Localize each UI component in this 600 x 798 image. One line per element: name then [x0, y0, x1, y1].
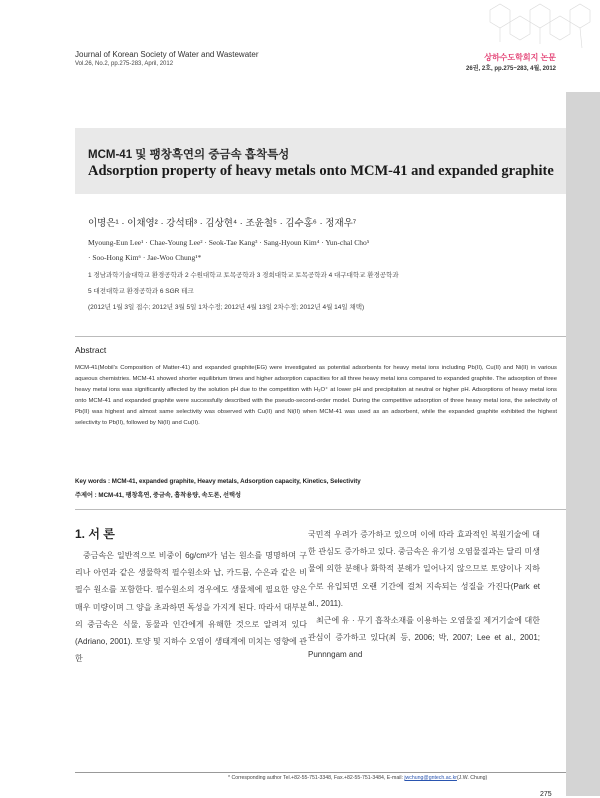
keywords-korean: 주제어 : MCM-41, 팽창흑연, 중금속, 흡착용량, 속도론, 선택성: [75, 492, 241, 499]
molecule-decoration: [470, 0, 600, 60]
divider: [75, 336, 566, 337]
side-tab-bar: [566, 92, 600, 796]
affiliations-line2: 5 대전대학교 환경공학과 6 SGR 테크: [88, 288, 194, 295]
journal-name: Journal of Korean Society of Water and Wastewater: [75, 50, 259, 59]
abstract-text: MCM-41(Mobil's Composition of Matter-41) and expanded graphite(EG) were investigated as potential adsorbents for heavy metal ions including Pb(II), Cu(II) and Ni(II) in various aqueous chemistries. MCM-41 showed shorter equilibrium times and higher adsorption capacities for all three heavy metal ions compared to expanded graphite. The adsorption of three heavy metal ions was significantly affected by the solution pH due to the competition with H₃O⁺ at lower pH and precipitation at neutral or higher pH. Adsorptions of heavy metal ions onto MCM-41 and expanded graphite were successfully described with the pseudo-second-order model. During the competitive adsorption of three heavy metal ions, the selectivity of Pb(II) was highest and almost same selectivity was observed with Cu(II) and Ni(II) when MCM-41 was used as an adsorbent, while the expanded graphite exhibited the highest selectivity to Pb(II), followed by Ni(II) and Cu(II).: [75, 365, 557, 426]
divider: [75, 509, 566, 510]
section-heading: 1. 서 론: [75, 527, 115, 541]
body-column-right: [308, 526, 540, 664]
journal-volume-info: Vol.26, No.2, pp.275-283, April, 2012: [75, 61, 174, 67]
paper-title-korean: MCM-41 및 팽창흑연의 중금속 흡착특성: [88, 149, 290, 161]
body-column-left: [75, 547, 307, 667]
authors-korean: 이명은¹ · 이채영² · 강석태³ · 김상현⁴ · 조윤철⁵ · 김수홍⁶ · 정재우⁷: [88, 218, 357, 229]
received-dates: (2012년 1월 3일 접수; 2012년 3월 5일 1차수정; 2012년 4월 13일 2차수정; 2012년 4월 14일 채택): [88, 304, 365, 311]
journal-volume-info-korean: 26권, 2호, pp.275~283, 4월, 2012: [466, 66, 556, 72]
left-column-text: 중금속은 일반적으로 비중이 6g/cm³가 넘는 원소를 명명하며 구리나 아연과 같은 생물학적 필수원소와 납, 카드뮴, 수은과 같은 비필수 원소를 포함한다. 필수원소의 경우에도 생물체에 필요한 양은 매우 미량이며 그 양을 초과하면 독성을 가지게 된다. 따라서 대부분의 중금속은 식물, 동물과 인간에게 유해한 것으로 알려져 있다(Adriano, 2001). 토양 및 지하수 오염이 생태계에 미치는 영향에 관한: [75, 551, 307, 664]
author-email-link[interactable]: jwchung@gntech.ac.kr: [404, 775, 457, 781]
corresponding-author-footnote: [228, 775, 487, 781]
keywords-english: Key words : MCM-41, expanded graphite, Heavy metals, Adsorption capacity, Kinetics, Selectivity: [75, 478, 361, 485]
authors-english-line1: Myoung-Eun Lee¹ · Chae-Young Lee² · Seok-Tae Kang³ · Sang-Hyoun Kim⁴ · Yun-chal Cho⁵: [88, 238, 370, 247]
journal-name-korean: 상하수도학회지 논문: [484, 53, 556, 62]
footnote-rule: [75, 772, 566, 773]
abstract-heading: Abstract: [75, 345, 107, 355]
footnote-suffix: (J.W. Chung): [456, 775, 488, 781]
affiliations-line1: 1 경남과학기술대학교 환경공학과 2 수원대학교 토목공학과 3 경희대학교 토목공학과 4 대구대학교 환경공학과: [88, 272, 399, 279]
page-number: 275: [540, 791, 552, 798]
right-column-paragraph-2: [308, 612, 540, 664]
footnote-text: * Corresponding author Tel.+82-55-751-3348, Fax.+82-55-751-3484, E-mail:: [228, 775, 405, 781]
right-column-paragraph-2-text: 최근에 유 · 무기 흡착소재를 이용하는 오염물질 제거기술에 대한 관심이 증가하고 있다(최 등, 2006; 박, 2007; Lee et al., 2001; Punnngam and: [308, 616, 540, 660]
right-column-paragraph-1: 국민적 우려가 증가하고 있으며 이에 따라 효과적인 복원기술에 대한 관심도 증가하고 있다. 중금속은 유기성 오염물질과는 달리 미생물에 의한 분해나 화학적 분해가 일어나지 않으므로 토양이나 지하수로 유입되면 오랜 기간에 걸쳐 지속되는 성질을 가진다(Park et al., 2011).: [308, 530, 540, 608]
authors-english-line2: · Soo-Hong Kim⁶ · Jae-Woo Chung¹*: [88, 253, 202, 262]
paper-title-english: Adsorption property of heavy metals onto MCM-41 and expanded graphite: [88, 163, 554, 179]
